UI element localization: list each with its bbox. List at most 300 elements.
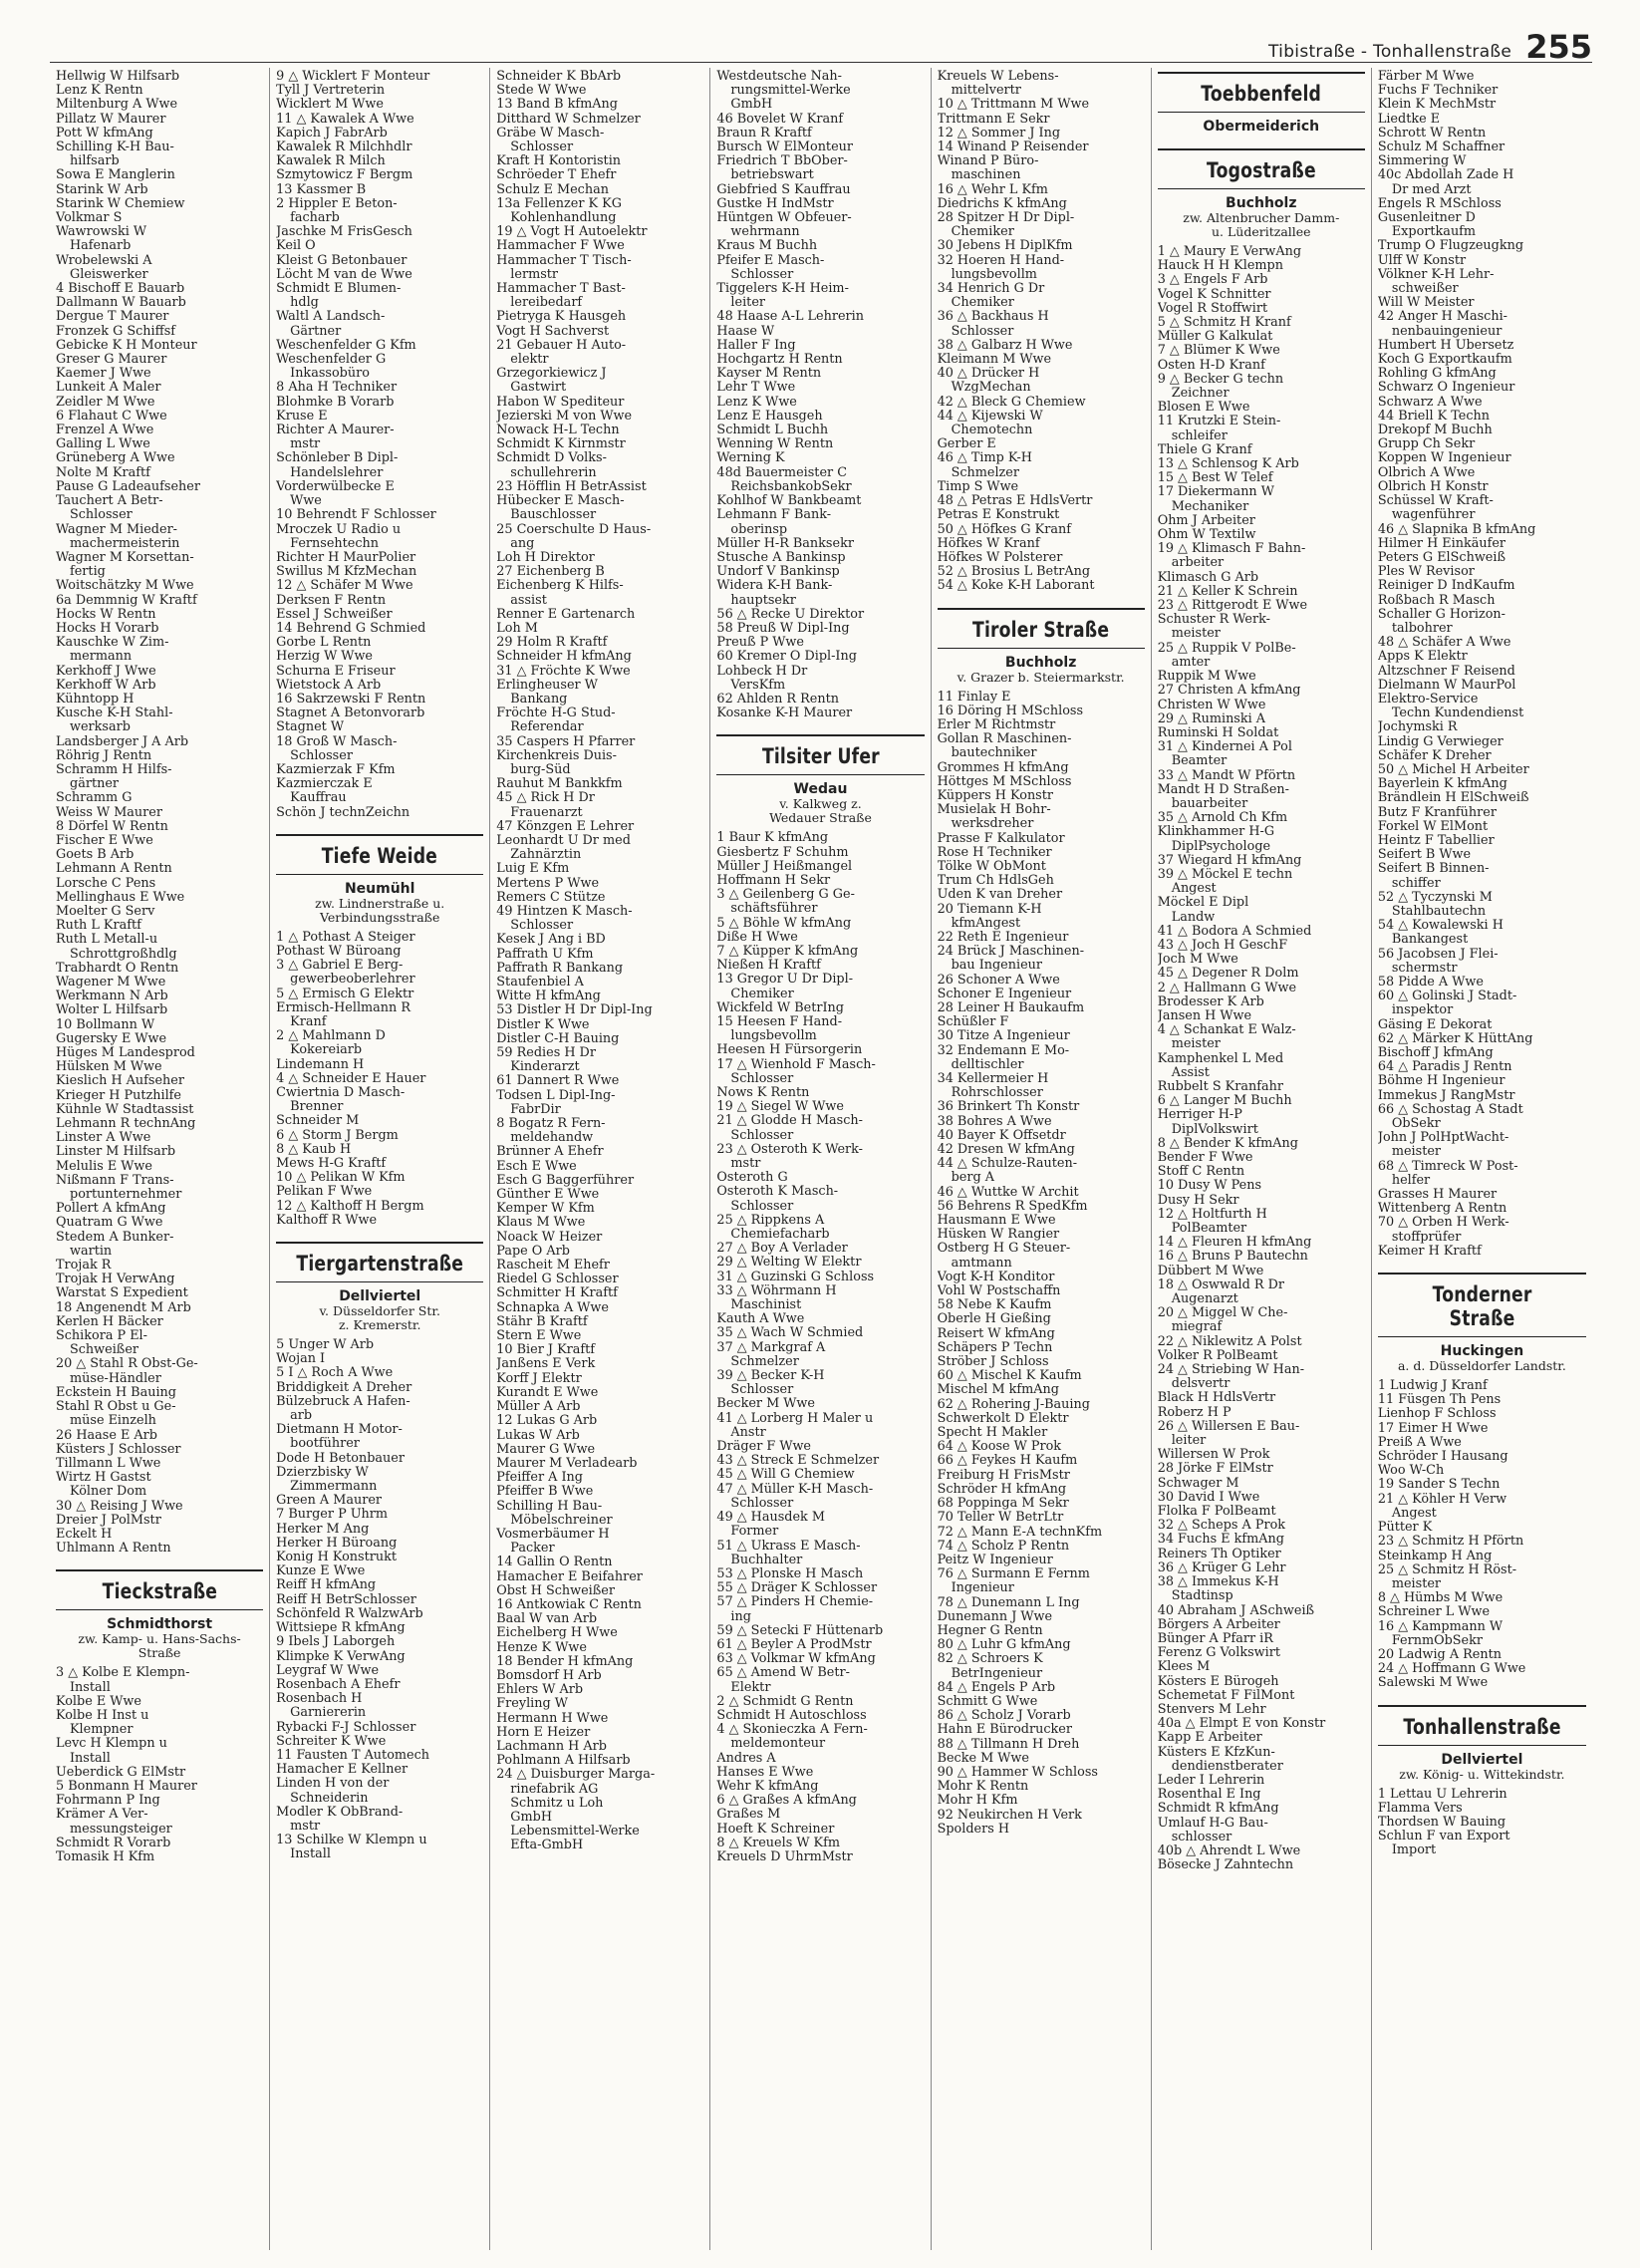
resident-entry: Fronzek G Schiffsf [56,324,176,339]
resident-entry: Weschenfelder G Kfm [276,338,416,353]
resident-entry: 66 △ Feykes H Kaufm [937,1454,1078,1469]
resident-entry: Tomasik H Kfm [56,1849,155,1864]
resident-entry: arb [290,1409,313,1424]
resident-entry: Drekopf M Buchh [1377,424,1493,438]
resident-entry: Oberle H Gießing [937,1312,1051,1327]
resident-entry: schullehrerin [510,465,597,480]
resident-entry: Schmitz u Loh [510,1796,604,1811]
resident-entry: 22 Reth E Ingenieur [937,930,1069,945]
resident-entry: 21 △ Köhler H Verw [1377,1492,1507,1507]
resident-entry: 37 △ Markgraf A [716,1340,826,1355]
resident-entry: Schlosser [730,1496,794,1511]
resident-entry: mittelvertr [951,84,1021,99]
resident-entry: Wrobelewski A [56,253,152,268]
resident-entry: 53 △ Plonske H Masch [716,1566,864,1581]
resident-entry: 46 △ Slapnika B kfmAng [1377,522,1536,537]
resident-entry: Herker M Ang [276,1522,370,1537]
resident-entry: 46 Bovelet W Kranf [716,112,844,127]
resident-entry: Klees M [1157,1660,1211,1675]
resident-entry: Preuß P Wwe [716,636,804,651]
resident-entry: Schlun F van Export [1377,1830,1510,1844]
resident-entry: 11 △ Kawalek A Wwe [276,112,414,127]
resident-entry: Ferenz G Volkswirt [1157,1646,1280,1661]
resident-entry: 18 Groß W Masch- [276,734,398,749]
resident-entry: Mohr K Rentn [937,1780,1029,1795]
resident-entry: Hocks H Vorarb [56,621,159,636]
resident-entry: 38 △ Galbarz H Wwe [937,338,1073,353]
resident-entry: Färber M Wwe [1377,70,1475,84]
resident-entry: Garniererin [290,1706,367,1721]
resident-entry: Specht H Makler [937,1426,1048,1441]
resident-entry: Stoff C Rentn [1157,1165,1245,1180]
resident-entry: Trojak R [56,1259,112,1274]
resident-entry: Trum Ch HdlsGeh [937,874,1054,889]
running-title: Tibistraße - Tonhallenstraße [1268,42,1512,62]
resident-entry: Kamphenkel L Med [1157,1051,1284,1066]
resident-entry: Tauchert A Betr- [56,494,163,509]
resident-entry: 32 △ Scheps A Prok [1157,1519,1286,1534]
resident-entry: Prasse F Kalkulator [937,831,1065,846]
header-rule [50,62,1592,63]
resident-entry: 32 Hoeren H Hand- [937,253,1065,268]
resident-entry: Becke M Wwe [937,1751,1029,1766]
resident-entry: Hübecker E Masch- [496,494,625,509]
resident-entry: Remers C Stütze [496,890,606,905]
street-extent: v. Kalkweg z. [779,796,862,812]
resident-entry: 36 △ Krüger G Lehr [1157,1560,1286,1575]
resident-entry: Schaller G Horizon- [1377,607,1505,622]
resident-entry: 68 △ Timreck W Post- [1377,1159,1518,1174]
resident-entry: 29 △ Welting W Elektr [716,1256,862,1271]
resident-entry: 55 △ Dräger K Schlosser [716,1581,878,1596]
resident-entry: Pfeiffer A Ing [496,1471,583,1486]
resident-entry: Beamter [1171,754,1228,769]
resident-entry: Stagnet A Betonvorarb [276,707,425,721]
resident-entry: Seifert B Wwe [1377,848,1472,863]
resident-entry: Hermann H Wwe [496,1711,609,1726]
resident-entry: Engels R MSchloss [1377,196,1502,211]
resident-entry: Pohlmann A Hilfsarb [496,1754,631,1769]
street-heading [56,1569,263,1660]
resident-entry: Schlosser [290,748,353,763]
district-name: Wedau [793,781,848,798]
resident-entry: 65 △ Amend W Betr- [716,1666,850,1681]
street-extent: u. Lüderitzallee [1211,224,1311,239]
resident-entry: Distler K Wwe [496,1017,590,1032]
resident-entry: Kohlhof W Bankbeamt [716,494,862,509]
resident-entry: 50 △ Höfkes G Kranf [937,522,1071,537]
resident-entry: 34 Fuchs E kfmAng [1157,1533,1284,1548]
resident-entry: Pape O Arb [496,1244,570,1259]
resident-entry: Ermisch-Hellmann R [276,1000,410,1015]
resident-entry: Handelslehrer [290,465,384,480]
resident-entry: 5 Unger W Arb [276,1338,375,1353]
resident-entry: Kosanke K-H Maurer [716,707,853,721]
resident-entry: 13 Schilke W Klempn u [276,1834,427,1848]
resident-entry: 25 Coerschulte D Haus- [496,522,652,537]
resident-entry: 7 Burger P Uhrm [276,1508,389,1523]
resident-entry: Briddigkeit A Dreher [276,1380,412,1395]
resident-entry: 56 Jacobsen J Flei- [1377,947,1499,962]
street-rule [276,1242,483,1244]
street-name: Tieckstraße [102,1579,217,1604]
resident-entry: Efta-GmbH [510,1839,584,1853]
resident-entry: kfmAngest [951,916,1021,931]
resident-entry: Uhlmann A Rentn [56,1542,171,1557]
resident-entry: hilfsarb [70,154,120,169]
resident-entry: Mertens P Wwe [496,876,600,891]
resident-entry: Wirtz H Gastst [56,1471,151,1486]
resident-entry: 3 △ Gabriel E Berg- [276,959,404,974]
resident-entry: Gäsing E Dekorat [1377,1017,1493,1032]
resident-entry: 9 △ Wicklert F Monteur [276,70,430,84]
resident-entry: 9 △ Becker G techn [1157,372,1284,387]
resident-entry: lermstr [510,267,559,282]
resident-entry: 8 Dörfel W Rentn [56,819,168,834]
resident-entry: rinefabrik AG [510,1782,599,1797]
resident-entry: Kapich J FabrArb [276,126,388,141]
resident-entry: 92 Neukirchen H Verk [937,1808,1082,1823]
resident-entry: 8 △ Bender K kfmAng [1157,1136,1298,1151]
resident-entry: Pothast W Büroang [276,944,402,959]
street-subrule [716,774,924,775]
resident-entry: Koppen W Ingenieur [1377,451,1511,466]
resident-entry: Angest [1391,1506,1437,1521]
street-extent: a. d. Düsseldorfer Landstr. [1397,1358,1566,1374]
resident-entry: meldemonteur [730,1737,826,1752]
column-2 [270,68,490,2250]
resident-entry: Kayser M Rentn [716,367,822,382]
resident-entry: 46 △ Timp K-H [937,451,1032,466]
resident-entry: Umlauf H-G Bau- [1157,1816,1268,1831]
resident-entry: Andres A [716,1751,776,1766]
resident-entry: Hüges M Landesprod [56,1046,195,1061]
street-subrule [56,1609,263,1610]
resident-entry: Elektro-Service [1377,692,1479,707]
resident-entry: Schmidt R Vorarb [56,1836,171,1850]
resident-entry: Erler M Richtmstr [937,717,1056,732]
resident-entry: Forkel W ElMont [1377,819,1489,834]
resident-entry: Kurandt E Wwe [496,1385,599,1400]
resident-entry: Schröder H kfmAng [937,1482,1067,1497]
resident-entry: 33 △ Wöhrmann H [716,1283,837,1298]
district-name: Buchholz [1226,195,1297,211]
resident-entry: Kunze E Wwe [276,1564,366,1579]
resident-entry: Lebensmittel-Werke [510,1825,640,1840]
resident-entry: 45 △ Rick H Dr [496,791,595,806]
resident-entry: 52 △ Brosius L BetrAng [937,565,1091,580]
resident-entry: 1 Ludwig J Kranf [1377,1379,1488,1394]
resident-entry: 1 Baur K kfmAng [716,831,829,846]
resident-entry: Klempner [70,1723,134,1738]
resident-entry: 70 Teller W BetrLtr [937,1511,1064,1526]
resident-entry: 8 Aha H Techniker [276,381,398,396]
street-heading [716,734,924,825]
resident-entry: 6 △ Langer M Buchh [1157,1094,1292,1109]
resident-entry: Wittsiepe R kfmAng [276,1621,406,1636]
resident-entry: mstr [730,1157,761,1172]
resident-entry: 2 △ Hallmann G Wwe [1157,981,1297,995]
resident-entry: 8 Bogatz R Fern- [496,1117,606,1132]
resident-entry: Freyling W [496,1697,568,1712]
resident-entry: Lukas W Arb [496,1428,580,1443]
resident-entry: Zahnärztin [510,848,582,863]
resident-entry: wagenführer [1391,508,1476,523]
resident-entry: Kauschke W Zim- [56,636,169,651]
column-7 [1372,68,1592,2250]
resident-entry: Hahn E Bürodrucker [937,1723,1072,1738]
resident-entry: Kieslich H Aufseher [56,1074,184,1089]
resident-entry: 1 △ Pothast A Steiger [276,930,415,945]
resident-entry: Gustke H IndMstr [716,196,834,211]
resident-entry: Schoner E Ingenieur [937,987,1072,1001]
resident-entry: 47 △ Müller K-H Masch- [716,1482,874,1497]
resident-entry: 16 Sakrzewski F Rentn [276,692,426,707]
resident-entry: Wittenberg A Rentn [1377,1202,1507,1217]
resident-entry: 63 △ Volkmar W kfmAng [716,1652,876,1667]
street-rule [716,734,924,736]
street-subrule [1158,188,1365,189]
resident-entry: Schmidt H Autoschloss [716,1708,867,1723]
column-3 [490,68,710,2250]
resident-entry: Olbrich A Wwe [1377,465,1476,480]
resident-entry: 20 Tiemann K-H [937,902,1042,917]
resident-entry: 42 Anger H Maschi- [1377,310,1507,325]
resident-entry: 37 Wiegard H kfmAng [1157,853,1302,868]
resident-entry: Herker H Büroang [276,1536,398,1551]
resident-entry: Schröeder T Ehefr [496,168,617,183]
resident-entry: Mechaniker [1171,499,1249,514]
resident-entry: amtmann [951,1256,1012,1271]
resident-entry: 16 △ Bruns P Bautechn [1157,1250,1308,1265]
resident-entry: Bomsdorf H Arb [496,1668,602,1683]
resident-entry: 2 △ Mahlmann D [276,1029,386,1044]
resident-entry: 11 Finlay E [937,690,1011,705]
resident-entry: 31 △ Fröchte K Wwe [496,664,631,679]
resident-entry: Vorderwülbecke E [276,479,395,494]
resident-entry: 38 Bohres A Wwe [937,1114,1052,1129]
resident-entry: 48 △ Petras E HdlsVertr [937,494,1093,509]
resident-entry: 19 Sander S Techn [1377,1478,1501,1493]
resident-entry: Sowa E Manglerin [56,168,175,183]
resident-entry: Heintz F Tabellier [1377,833,1495,848]
resident-entry: Haller F Ing [716,338,796,353]
resident-entry: Mandt H D Straßen- [1157,782,1289,797]
street-subrule [1378,1745,1586,1746]
resident-entry: Richter H MaurPolier [276,550,416,565]
resident-entry: 19 △ Siegel W Wwe [716,1100,844,1115]
resident-entry: Tiggelers K-H Heim- [716,282,849,297]
resident-entry: Rosenbach A Ehefr [276,1677,401,1692]
resident-entry: 25 △ Rippkens A [716,1213,825,1228]
resident-entry: 20 △ Stahl R Obst-Ge- [56,1357,198,1372]
resident-entry: 17 Diekermann W [1157,485,1274,500]
resident-entry: Petras E Konstrukt [937,508,1060,523]
resident-entry: leiter [730,296,766,311]
resident-entry: 33 △ Mandt W Pförtn [1157,768,1296,783]
resident-entry: Bünger A Pfarr iR [1157,1631,1273,1646]
resident-entry: Assist [1171,1065,1210,1080]
resident-entry: Derksen F Rentn [276,593,387,608]
resident-entry: FernmObSekr [1391,1633,1483,1648]
street-name: Toebbenfeld [1201,82,1322,106]
resident-entry: Hülsken M Wwe [56,1060,162,1075]
resident-entry: 26 Schoner A Wwe [937,973,1060,988]
resident-entry: fertig [70,565,106,580]
street-extent: zw. Lindnerstraße u. [315,895,445,911]
resident-entry: Dergue T Maurer [56,310,169,325]
resident-entry: Tillmann L Wwe [56,1456,161,1471]
resident-entry: 16 Döring H MSchloss [937,704,1084,718]
resident-entry: DiplPsychologe [1171,839,1271,854]
resident-entry: Dunemann J Wwe [937,1609,1053,1624]
resident-entry: 44 △ Schulze-Rauten- [937,1157,1078,1172]
resident-entry: Börgers A Arbeiter [1157,1617,1280,1632]
resident-entry: 5 I △ Roch A Wwe [276,1366,394,1381]
resident-entry: rungsmittel-Werke [730,84,851,99]
resident-entry: Riedel G Schlosser [496,1273,619,1287]
resident-entry: Nows K Rentn [716,1086,810,1100]
street-heading [938,608,1145,685]
resident-entry: 2 Hippler E Beton- [276,196,398,211]
resident-entry: Schmelzer [951,465,1019,480]
resident-entry: Bayerlein K kfmAng [1377,777,1507,792]
resident-entry: Lehmann R technAng [56,1117,196,1132]
resident-entry: Luig E Kfm [496,862,570,877]
resident-entry: müse-Händler [70,1371,161,1386]
resident-entry: Schramm H Hilfs- [56,762,172,777]
resident-entry: 35 △ Arnold Ch Kfm [1157,811,1288,826]
resident-entry: Osteroth G [716,1171,788,1186]
resident-entry: Roberz H P [1157,1405,1231,1420]
resident-entry: Lenz E Hausgeh [716,409,823,424]
resident-entry: 64 △ Paradis J Rentn [1377,1060,1512,1075]
resident-entry: 14 Winand P Reisender [937,141,1089,155]
resident-entry: Gerber E [937,437,996,452]
resident-entry: Kerlen H Bäcker [56,1314,163,1329]
resident-entry: Schlosser [730,1071,794,1086]
resident-entry: Dräger F Wwe [716,1440,812,1455]
resident-entry: Uden K van Dreher [937,888,1063,903]
resident-entry: Lienhop F Schloss [1377,1407,1497,1422]
resident-entry: Hochgartz H Rentn [716,353,843,368]
resident-entry: mstr [290,437,321,452]
resident-entry: 6 △ Graßes A kfmAng [716,1794,857,1809]
resident-entry: Galling L Wwe [56,437,150,452]
resident-entry: 34 Henrich G Dr [937,282,1045,297]
resident-entry: 1 △ Maury E VerwAng [1157,245,1302,259]
resident-entry: 28 Spitzer H Dr Dipl- [937,211,1075,226]
street-name: Tilsiter Ufer [761,744,880,769]
resident-entry: 40b △ Ahrendt L Wwe [1157,1843,1301,1858]
resident-entry: wehrmann [730,225,800,240]
resident-entry: nenbauingenieur [1391,324,1503,339]
street-heading [276,1242,483,1332]
resident-entry: Altzschner F Reisend [1377,664,1515,679]
resident-entry: Wolter L Hilfsarb [56,1003,168,1018]
resident-entry: Kösters E Bürogeh [1157,1674,1279,1689]
resident-entry: Kraft H Kontoristin [496,154,622,169]
resident-entry: Schönfeld R WalzwArb [276,1606,423,1621]
resident-entry: 80 △ Luhr G kfmAng [937,1638,1071,1653]
resident-entry: 36 Brinkert Th Konstr [937,1100,1080,1115]
resident-entry: 30 David I Wwe [1157,1490,1260,1505]
resident-entry: Olbrich H Konstr [1377,479,1489,494]
resident-entry: Günther E Wwe [496,1188,600,1203]
resident-entry: Dzierzbisky W [276,1465,369,1480]
resident-entry: 9 Ibels J Laborgeh [276,1635,396,1650]
resident-entry: Lachmann H Arb [496,1739,607,1754]
resident-entry: Linden H von der [276,1777,390,1792]
resident-entry: Former [730,1525,779,1540]
resident-entry: Miltenburg A Wwe [56,98,178,113]
resident-entry: 16 Antkowiak C Rentn [496,1597,642,1612]
street-heading [1158,148,1365,239]
resident-entry: Pott W kfmAng [56,126,153,141]
resident-entry: Wietstock A Arb [276,678,382,693]
street-subrule [1378,1336,1586,1337]
resident-entry: Schrott W Rentn [1377,126,1487,141]
resident-entry: mermann [70,650,133,665]
resident-entry: Swillus M KfzMechan [276,565,417,580]
resident-entry: Hocks W Rentn [56,607,156,622]
street-heading [276,834,483,925]
resident-entry: 13 Band B kfmAng [496,98,618,113]
resident-entry: Schlosser [951,324,1014,339]
resident-entry: Szmytowicz F Bergm [276,168,413,183]
resident-entry: meister [1391,1145,1442,1160]
resident-entry: talbohrer [1391,621,1453,636]
resident-entry: Bender F Wwe [1157,1151,1253,1165]
resident-entry: Nießen H Kraftf [716,959,821,974]
resident-entry: Müller G Kalkulat [1157,330,1273,345]
resident-entry: 28 Jörke F ElMstr [1157,1462,1273,1477]
resident-entry: 10 △ Pelikan W Kfm [276,1171,406,1186]
resident-entry: Thordsen W Bauing [1377,1815,1506,1830]
resident-entry: Schwarz O Ingenieur [1377,381,1515,396]
resident-entry: Vogt K-H Konditor [937,1270,1055,1284]
resident-entry: Kawalek R Milchhdlr [276,141,412,155]
resident-entry: Koch G Exportkaufm [1377,353,1512,368]
resident-entry: Jochymski R [1377,720,1458,735]
resident-entry: 46 △ Wuttke W Archit [937,1185,1079,1200]
resident-entry: Schreiter K Wwe [276,1734,387,1749]
resident-entry: Schulz E Mechan [496,182,609,197]
street-name: Togostraße [1206,158,1316,182]
resident-entry: Paffrath U Kfm [496,947,594,962]
resident-entry: Eichenberg K Hilfs- [496,579,624,594]
resident-entry: 14 △ Fleuren H kfmAng [1157,1236,1312,1251]
resident-entry: Schlosser [510,919,574,934]
resident-entry: Gusenleitner D [1377,211,1476,226]
resident-entry: Apps K Elektr [1377,650,1468,665]
resident-entry: Tyll J Vertreterin [276,84,386,99]
resident-entry: Lenz K Wwe [716,395,797,410]
resident-entry: Gärtner [290,324,342,339]
resident-entry: Nowack H-L Techn [496,424,620,438]
resident-entry: Krieger H Putzhilfe [56,1088,181,1103]
resident-entry: 88 △ Tillmann H Dreh [937,1737,1080,1752]
resident-entry: Mroczek U Radio u [276,522,402,537]
resident-entry: 62 Ahlden R Rentn [716,692,839,707]
resident-entry: Kolbe E Wwe [56,1694,141,1709]
resident-entry: 56 Behrens R SpedKfm [937,1199,1088,1214]
resident-entry: meister [1391,1576,1442,1591]
resident-entry: schäftsführer [730,902,818,917]
resident-entry: Moelter G Serv [56,904,155,919]
resident-entry: Schilling H Bau- [496,1499,603,1514]
resident-entry: 13 Kassmer B [276,182,367,197]
